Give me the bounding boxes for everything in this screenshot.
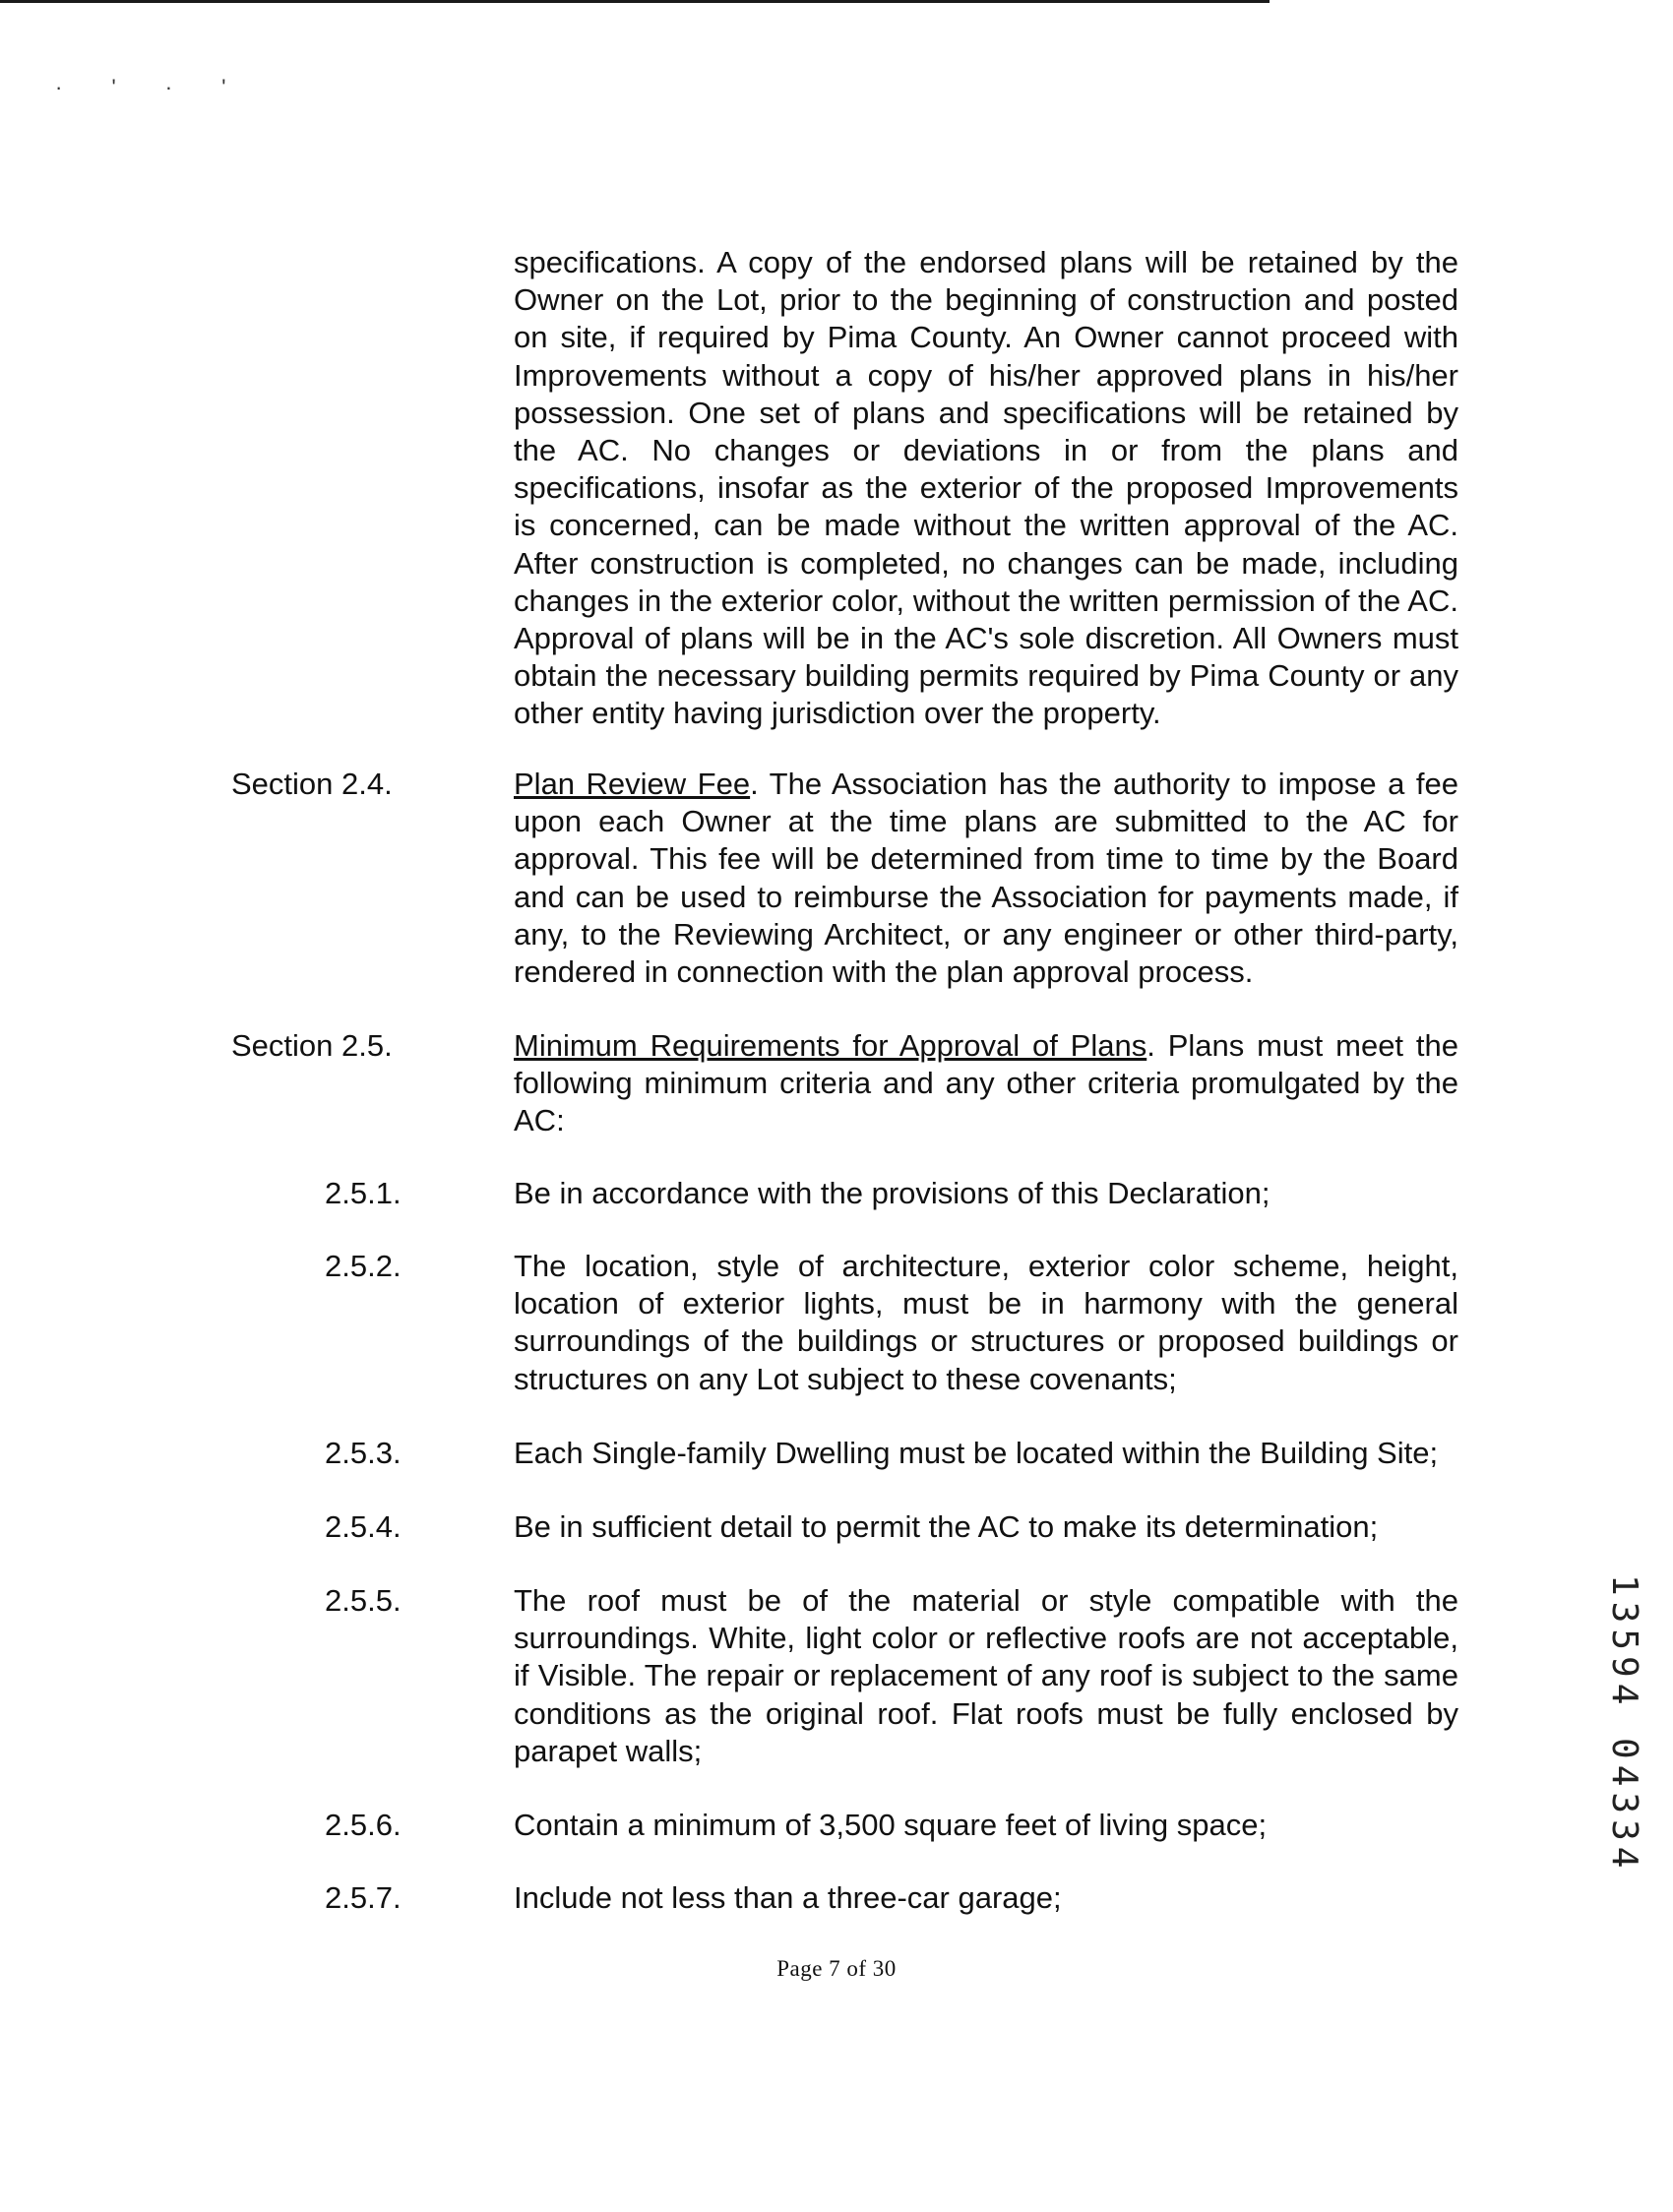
recording-stamp-text: 13594 04334 — [1604, 1574, 1644, 1874]
section-2-4-body: . The Association has the authority to impose a fee upon each Owner at the time plans are submitted to the AC for approval. This fee will be determined from time to time by the Board and can be used to reimburse the Association for payments made, if any, to the Reviewing Architect, or any engineer or other third-party, rendered in connection with the plan approval process. — [514, 767, 1458, 990]
item-2-5-2-number: 2.5.2. — [325, 1249, 402, 1283]
item-2-5-5-number: 2.5.5. — [325, 1583, 402, 1618]
section-2-5-body: . Plans must meet the following minimum criteria and any other criteria promulgated by the AC: — [514, 1028, 1458, 1138]
section-2-5-number: Section 2.5. — [231, 1028, 393, 1063]
item-2-5-2-text: The location, style of architecture, exterior color scheme, height, location of exterior lights, must be in harmony with the general surroundings of the buildings or structures or proposed buildings or structures on any Lot subject to these covenants; — [514, 1249, 1458, 1396]
section-2-4-text — [514, 766, 1458, 991]
section-2-4-title: Plan Review Fee — [514, 767, 751, 801]
item-2-5-7-text: Include not less than a three-car garage; — [514, 1880, 1062, 1915]
item-2-5-3-text: Each Single-family Dwelling must be located within the Building Site; — [514, 1436, 1439, 1470]
item-2-5-3-number: 2.5.3. — [325, 1436, 402, 1470]
section-2-5-title: Minimum Requirements for Approval of Plans — [514, 1028, 1147, 1063]
item-2-5-1-text: Be in accordance with the provisions of this Declaration; — [514, 1176, 1270, 1210]
intro-paragraph: specifications. A copy of the endorsed plans will be retained by the Owner on the Lot, prior to the beginning of construction and posted on site, if required by Pima County. An Owner cannot proceed with Improvements without a copy of his/her approved plans in his/her possession. One set of plans and specifications will be retained by the AC. No changes or deviations in or from the plans and specifications, insofar as the exterior of the proposed Improvements is concerned, can be made without the written approval of the AC. After construction is completed, no changes can be made, including changes in the exterior color, without the written permission of the AC. Approval of plans will be in the AC's sole discretion. All Owners must obtain the necessary building permits required by Pima County or any other entity having jurisdiction over the property. — [514, 245, 1458, 731]
item-2-5-7-number: 2.5.7. — [325, 1880, 402, 1915]
item-2-5-5-text: The roof must be of the material or style compatible with the surroundings. White, light color or reflective roofs are not acceptable, if Visible. The repair or replacement of any roof is subject to the same conditions as the original roof. Flat roofs must be fully enclosed by parapet walls; — [514, 1583, 1458, 1768]
scan-specks: · ' · ' — [55, 75, 248, 99]
item-2-5-6-number: 2.5.6. — [325, 1808, 402, 1842]
top-scan-border — [0, 0, 1270, 3]
recording-stamp — [1603, 1574, 1652, 1874]
section-2-5-text — [514, 1027, 1458, 1140]
item-2-5-4-text: Be in sufficient detail to permit the AC to make its determination; — [514, 1509, 1379, 1544]
page-footer: Page 7 of 30 — [776, 1956, 897, 1981]
item-2-5-1-number: 2.5.1. — [325, 1176, 402, 1210]
item-2-5-6-text: Contain a minimum of 3,500 square feet of living space; — [514, 1808, 1268, 1842]
section-2-4-number: Section 2.4. — [231, 767, 393, 801]
item-2-5-4-number: 2.5.4. — [325, 1509, 402, 1544]
